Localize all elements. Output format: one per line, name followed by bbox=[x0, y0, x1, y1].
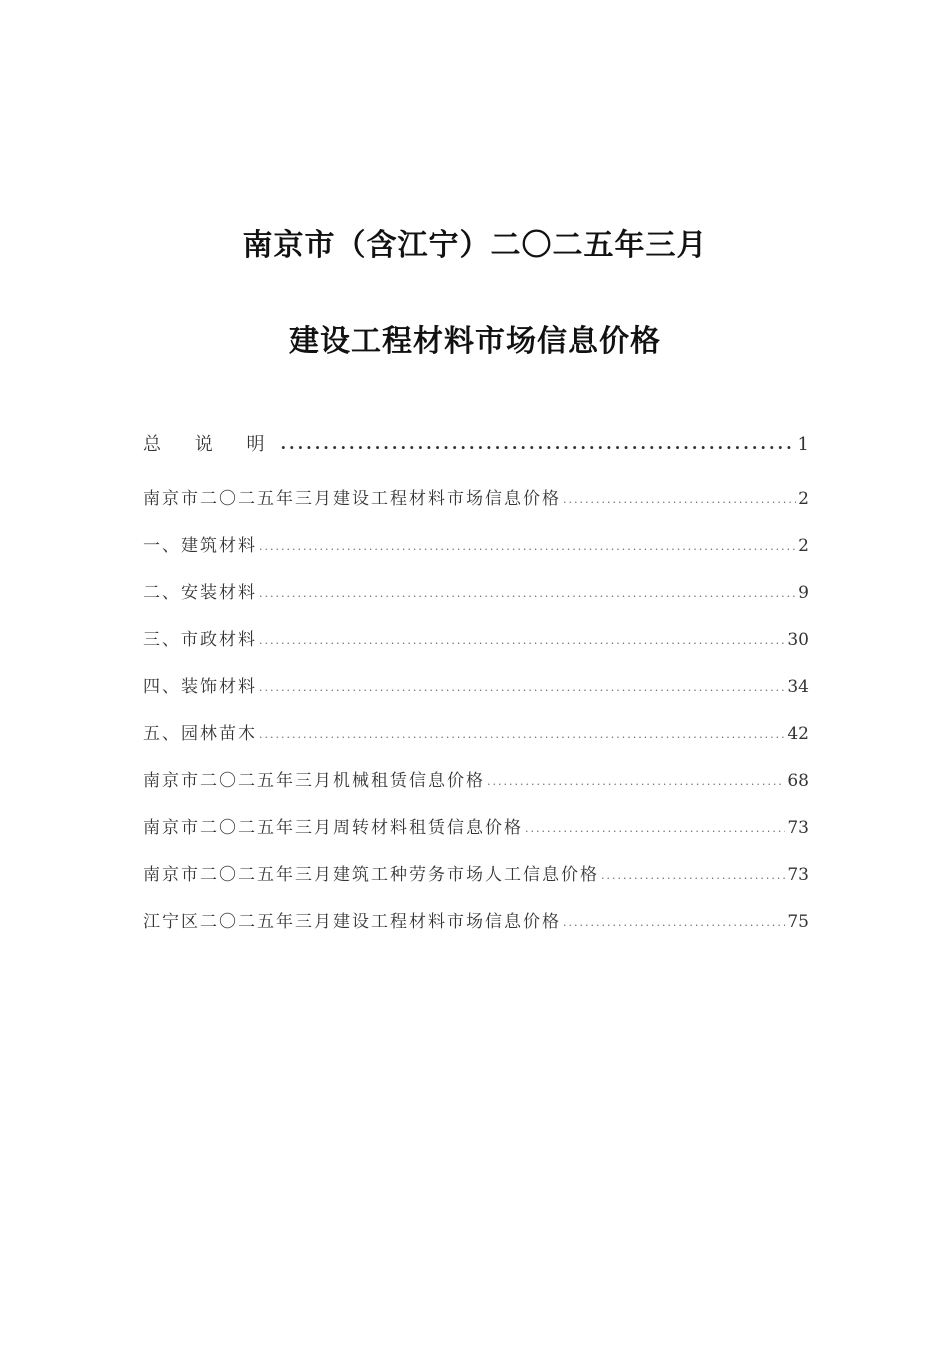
toc-dot-leader bbox=[259, 587, 796, 600]
toc-entry-landscape-nursery[interactable] bbox=[143, 719, 809, 766]
toc-entry-label: 五、园林苗木 bbox=[143, 724, 257, 744]
table-of-contents bbox=[143, 430, 809, 954]
document-title-line-2: 建设工程材料市场信息价格 bbox=[289, 324, 661, 359]
document-title-line-1: 南京市（含江宁）二〇二五年三月 bbox=[242, 228, 708, 263]
toc-entry-label: 二、安装材料 bbox=[143, 583, 257, 603]
toc-entry-label: 四、装饰材料 bbox=[143, 677, 257, 697]
toc-entry-label: 一、建筑材料 bbox=[143, 536, 257, 556]
toc-entry-page-number: 73 bbox=[787, 865, 809, 885]
toc-entry-page-number: 30 bbox=[787, 630, 809, 650]
toc-dot-leader bbox=[525, 822, 785, 835]
toc-entry-page-number: 73 bbox=[787, 818, 809, 838]
toc-entry-municipal-materials[interactable] bbox=[143, 625, 809, 672]
toc-entry-page-number: 2 bbox=[798, 536, 809, 556]
toc-entry-general-notes[interactable] bbox=[143, 430, 809, 484]
toc-dot-leader bbox=[259, 728, 785, 741]
toc-entry-nanjing-material-prices[interactable] bbox=[143, 484, 809, 531]
toc-entry-jiangning-material-prices[interactable] bbox=[143, 907, 809, 954]
toc-dot-leader bbox=[280, 434, 795, 453]
toc-entry-page-number: 2 bbox=[798, 489, 809, 509]
toc-entry-decoration-materials[interactable] bbox=[143, 672, 809, 719]
toc-entry-building-materials[interactable] bbox=[143, 531, 809, 578]
toc-dot-leader bbox=[563, 493, 796, 506]
toc-entry-page-number: 42 bbox=[787, 724, 809, 744]
toc-entry-page-number: 34 bbox=[787, 677, 809, 697]
toc-dot-leader bbox=[601, 869, 785, 882]
toc-entry-page-number: 9 bbox=[798, 583, 809, 603]
toc-dot-leader bbox=[563, 916, 785, 929]
toc-dot-leader bbox=[259, 540, 796, 553]
toc-entry-label: 南京市二〇二五年三月机械租赁信息价格 bbox=[143, 771, 485, 791]
toc-dot-leader bbox=[487, 775, 785, 788]
toc-entry-installation-materials[interactable] bbox=[143, 578, 809, 625]
toc-entry-label: 总 说 明 bbox=[143, 434, 279, 455]
toc-entry-labor-prices[interactable] bbox=[143, 860, 809, 907]
toc-entry-label: 南京市二〇二五年三月建筑工种劳务市场人工信息价格 bbox=[143, 865, 599, 885]
toc-entry-label: 南京市二〇二五年三月建设工程材料市场信息价格 bbox=[143, 489, 561, 509]
toc-entry-label: 江宁区二〇二五年三月建设工程材料市场信息价格 bbox=[143, 912, 561, 932]
toc-entry-turnover-material-rental[interactable] bbox=[143, 813, 809, 860]
toc-entry-machinery-rental[interactable] bbox=[143, 766, 809, 813]
toc-entry-label: 南京市二〇二五年三月周转材料租赁信息价格 bbox=[143, 818, 523, 838]
toc-entry-page-number: 68 bbox=[787, 771, 809, 791]
toc-entry-page-number: 75 bbox=[787, 912, 809, 932]
toc-dot-leader bbox=[259, 634, 785, 647]
toc-entry-page-number: 1 bbox=[797, 434, 809, 455]
toc-entry-label: 三、市政材料 bbox=[143, 630, 257, 650]
toc-dot-leader bbox=[259, 681, 785, 694]
